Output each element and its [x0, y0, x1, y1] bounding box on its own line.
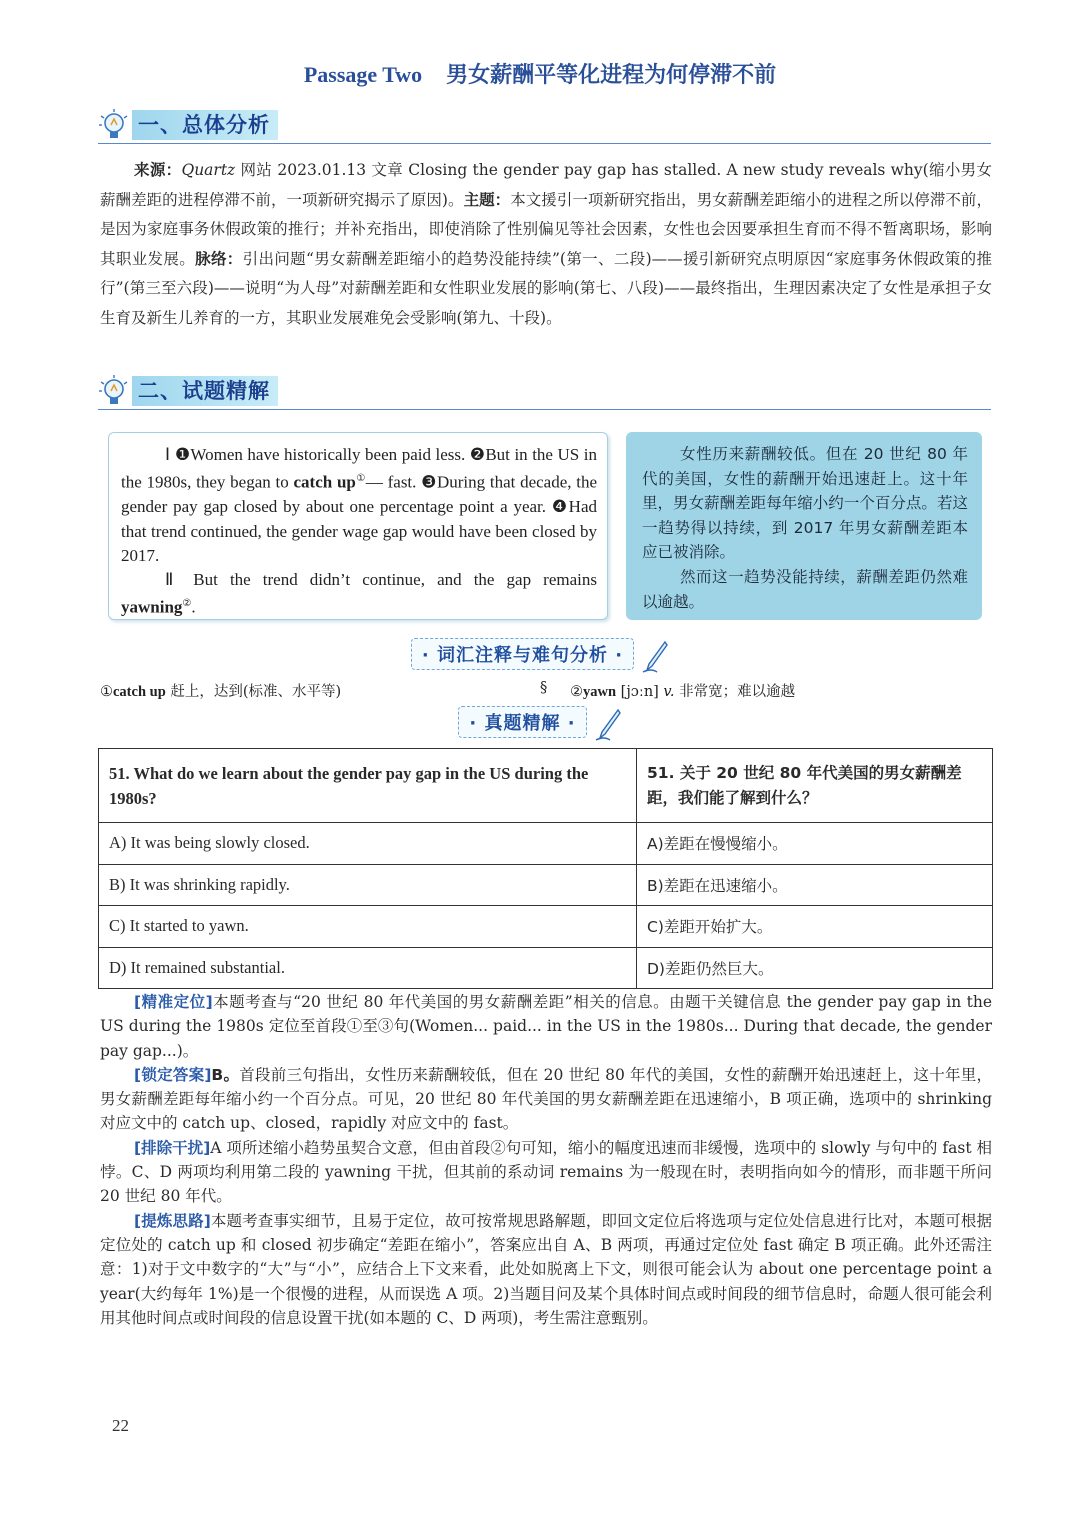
source-site: Quartz: [181, 161, 236, 179]
option-zh: A)差距在慢慢缩小。: [637, 823, 993, 865]
explain-exclude: [100, 1136, 992, 1209]
option-en: D) It remained substantial.: [99, 947, 637, 989]
title-en: Passage Two: [303, 62, 423, 87]
sentence: — fast.: [365, 472, 417, 492]
note-definition: 赶上，达到(标准、水平等): [165, 684, 342, 700]
translation-paragraph-1: 女性历来薪酬较低。但在 20 世纪 80 年代的美国，女性的薪酬开始迅速赶上。这十年里，男女薪酬差距每年缩小约一个百分点。若这一趋势得以持续，到 2017 年男女薪酬差距本应已被消除。: [642, 445, 968, 562]
option-zh: D)差距仍然巨大。: [637, 947, 993, 989]
sentence: Had that trend continued, the gender wage gap would have been closed by 2017.: [121, 497, 597, 565]
lightbulb-icon: [98, 108, 130, 144]
vocab-separator: §: [540, 680, 548, 696]
page-title: [0, 58, 1080, 89]
sentence: But in the US in the 1980s, they began to: [121, 445, 598, 492]
note-definition: 非常宽；难以逾越: [674, 684, 796, 700]
theme-text: 本文援引一项新研究指出，男女薪酬差距缩小的进程之所以停滞不前，是因为家庭事务休假政策的推行；并补充指出，即使消除了性别偏见等社会因素，女性也会因要承担生育而不得不暂离职场，影响其职业发展。: [100, 190, 992, 268]
note-number: ②: [570, 684, 583, 700]
sentence-number: ❶: [174, 445, 191, 465]
option-zh: B)差距在迅速缩小。: [637, 864, 993, 906]
sentence-number: ❹: [551, 497, 569, 518]
lightbulb-icon: [98, 374, 130, 410]
vocab-note-1: [100, 680, 341, 701]
exam-header-label: · 真题精解 ·: [458, 706, 586, 738]
explain-tag: [排除干扰]: [134, 1138, 211, 1157]
explain-text: 本题考查与“20 世纪 80 年代美国的男女薪酬差距”相关的信息。由题干关键信息 the gender pay gap in the US during the 1980s 定位至首段①至③句(Women... paid... in the US in the 1980s... During that decade, the gender pay gap...)。: [100, 993, 993, 1060]
sentence: During that decade, the gender pay gap closed by about one percentage point a year.: [121, 472, 598, 517]
paragraph-mark: Ⅱ: [165, 570, 182, 590]
section-header-detail: [98, 374, 991, 410]
sentence-number: ❸: [421, 472, 437, 493]
explain-locate: [100, 990, 992, 1063]
option-en: B) It was shrinking rapidly.: [99, 864, 637, 906]
option-zh: C)差距开始扩大。: [637, 906, 993, 948]
translation-paragraph-2: 然而这一趋势没能持续，薪酬差距仍然难以逾越。: [642, 567, 968, 611]
translation-box: [626, 432, 982, 620]
answer-letter: B。: [211, 1065, 240, 1084]
explain-answer: [100, 1063, 992, 1136]
section-label: 一、总体分析: [132, 110, 278, 140]
theme-label: 主题：: [463, 190, 511, 209]
exam-header: [0, 706, 1080, 740]
passage-box: [108, 432, 608, 620]
passage-paragraph-2: [121, 568, 597, 620]
overall-analysis-paragraph: [100, 156, 992, 334]
passage-paragraph-1: [121, 443, 597, 568]
pen-icon: [641, 640, 669, 674]
note-phonetic: [jɔːn]: [616, 684, 664, 700]
explain-tag: [提炼思路]: [134, 1211, 211, 1230]
option-row-a: [99, 823, 993, 865]
explain-text: 本题考查事实细节，且易于定位，故可按常规思路解题，即回文定位后将选项与定位处信息进行比对，本题可根据定位处的 catch up 和 closed 初步确定“差距在缩小”，答案应出自 A、B 两项，再通过定位处 fast 确定 B 项正确。此外还需注意：1)对于文中数字的“大”与“小”，应结合上下文来看，此处如脱离上下文，则很可能会认为 about one percentage point a year(大约每年 1%)是一个很慢的进程，从而误选 A 项。2)当题目问及某个具体时间点或时间段的细节信息时，命题人很可能会利用其他时间点或时间段的信息设置干扰(如本题的 C、D 两项)，考生需注意甄别。: [100, 1211, 992, 1327]
explain-refine: [100, 1209, 992, 1330]
vocab-header-label: · 词汇注释与难句分析 ·: [411, 638, 634, 670]
option-en: A) It was being slowly closed.: [99, 823, 637, 865]
vocab-note-2: [570, 680, 795, 701]
note-word: catch up: [113, 684, 166, 700]
context-label: 脉络：: [195, 249, 243, 268]
question-en: 51. What do we learn about the gender pay gap in the US during the 1980s?: [99, 749, 637, 823]
option-row-b: [99, 864, 993, 906]
footnote-mark: ②: [182, 598, 192, 610]
sentence: Women have historically been paid less.: [190, 445, 466, 464]
sentence: .: [191, 598, 196, 618]
sentence-number: ❷: [469, 445, 486, 465]
explain-text: 首段前三句指出，女性历来薪酬较低，但在 20 世纪 80 年代的美国，女性的薪酬开始迅速赶上，这十年里，男女薪酬差距每年缩小约一个百分点。可见，20 世纪 80 年代美国的男女薪酬差距在迅速缩小，B 项正确，选项中的 shrinking 对应文中的 catch up、closed，rapidly 对应文中的 fast。: [100, 1065, 992, 1133]
note-word: yawn: [583, 684, 617, 700]
paragraph-mark: Ⅰ: [165, 445, 171, 464]
section-header-overall: [98, 108, 991, 144]
question-row: [99, 749, 993, 823]
note-pos: v.: [663, 684, 675, 700]
sentence: But the trend didn’t continue, and the gap remains: [193, 570, 597, 590]
section-label: 二、试题精解: [132, 376, 278, 406]
question-zh: 51. 关于 20 世纪 80 年代美国的男女薪酬差距，我们能了解到什么？: [637, 749, 993, 823]
explanation: [100, 990, 992, 1330]
footnote-mark: ①: [355, 473, 366, 485]
vocab-header: [0, 638, 1080, 672]
option-row-c: [99, 906, 993, 948]
title-zh: 男女薪酬平等化进程为何停滞不前: [446, 63, 777, 88]
source-label: 来源：: [134, 161, 182, 179]
explain-tag: [锁定答案]: [134, 1065, 212, 1084]
vocab-term: catch up: [293, 472, 356, 492]
vocab-term: yawning: [121, 598, 183, 618]
option-en: C) It started to yawn.: [99, 906, 637, 948]
pen-icon: [594, 708, 622, 742]
question-table: [98, 748, 993, 989]
option-row-d: [99, 947, 993, 989]
explain-text: A 项所述缩小趋势虽契合文意，但由首段②句可知，缩小的幅度迅速而非缓慢，选项中的 slowly 与句中的 fast 相悖。C、D 两项均利用第二段的 yawning 干扰，但其前的系动词 remains 为一般现在时，表明指向如今的情形，而非题干所问 20 世纪 80 年代。: [100, 1138, 993, 1206]
context-text: 引出问题“男女薪酬差距缩小的趋势没能持续”(第一、二段)——援引新研究点明原因“家庭事务休假政策的推行”(第三至六段)——说明“为人母”对薪酬差距和女性职业发展的影响(第七、八段)——最终指出，生理因素决定了女性是承担子女生育及新生儿养育的一方，其职业发展难免会受影响(第九、十段)。: [100, 249, 992, 327]
source-text: 网站 2023.01.13 文章 Closing the gender pay gap has stalled. A new study reveals why(缩小男女薪酬差距的进程停滞不前，一项新研究揭示了原因)。: [100, 161, 992, 209]
explain-tag: [精准定位]: [134, 993, 213, 1011]
note-number: ①: [100, 684, 113, 700]
vocab-notes: [100, 680, 992, 702]
page-number: 22: [112, 1416, 129, 1435]
